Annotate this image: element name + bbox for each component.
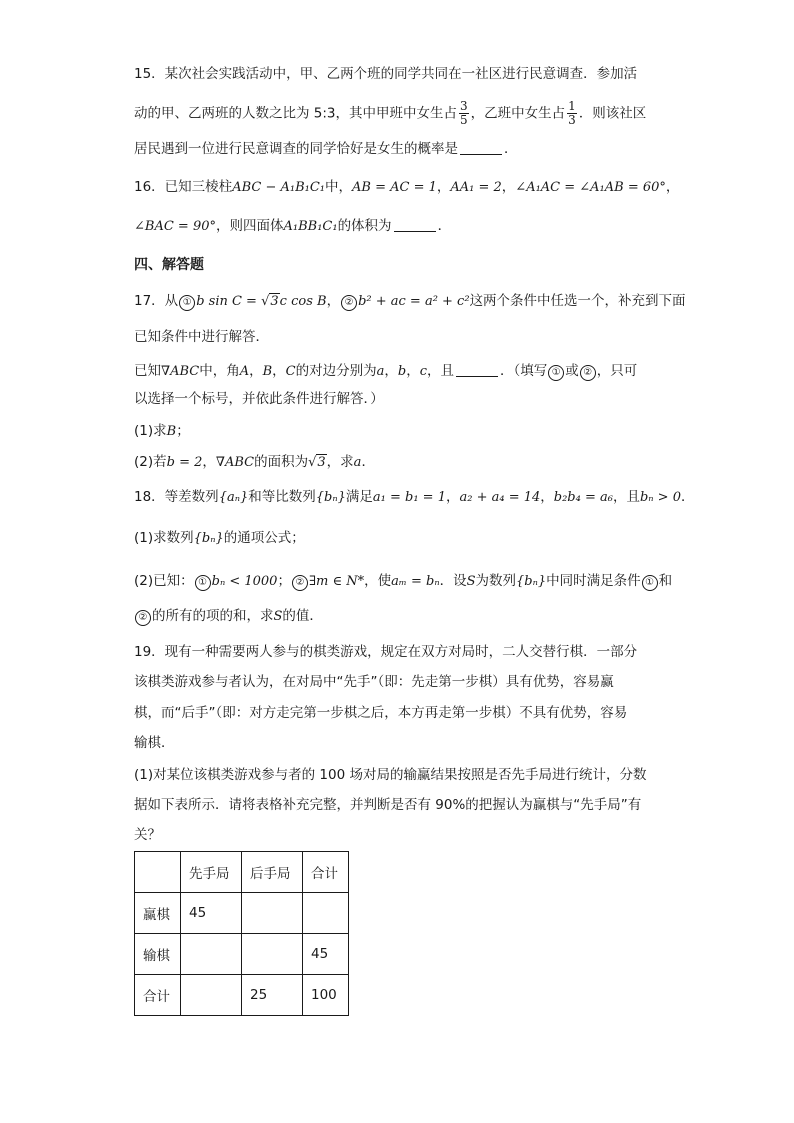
text: 和 (658, 573, 673, 589)
q18-line-4 (134, 606, 323, 627)
table-row-label: 赢棋 (135, 893, 181, 934)
text: ． (437, 218, 452, 234)
text: 已知条件中进行解答． (134, 329, 269, 345)
math: bₙ > 0 (639, 490, 681, 505)
table-cell (135, 852, 181, 893)
text: 已知 (134, 363, 161, 379)
math: AA₁ = 2 (450, 180, 502, 195)
text: 中， (325, 179, 352, 195)
text: ． (504, 141, 518, 157)
math-prism: ABC − A₁B₁C₁ (232, 180, 325, 195)
q15-line-2 (134, 100, 646, 127)
text: (2)已知： (134, 573, 194, 589)
text: ，求 (326, 454, 354, 470)
table-row (135, 934, 349, 975)
text: 的体积为 (337, 218, 392, 234)
math: b = 2 (166, 455, 203, 470)
circled-two-icon: ② (580, 365, 596, 381)
answer-blank[interactable] (460, 140, 502, 155)
math: aₘ = bₙ (391, 574, 440, 589)
q17-part-2 (134, 452, 375, 473)
math-tetrahedron: A₁BB₁C₁ (283, 219, 338, 234)
text: 中同时满足条件 (546, 573, 641, 589)
text: ．则该社区 (578, 105, 647, 122)
q18-line-1 (134, 487, 694, 508)
math: {aₙ} (218, 490, 249, 505)
text: 动的甲、乙两班的人数之比为 5:3，其中甲班中女生占 (134, 105, 458, 122)
math: B (166, 424, 177, 439)
section-heading: 四、解答题 (134, 257, 204, 273)
table-row-label: 输棋 (135, 934, 181, 975)
text: ， (406, 363, 420, 379)
math: a (353, 455, 362, 470)
text: ， (384, 363, 398, 379)
text: ，只可 (596, 363, 638, 379)
sqrt: √3 (308, 455, 326, 470)
text: 17．从 (134, 293, 179, 309)
math: a₁ = b₁ = 1 (372, 490, 446, 505)
math: {bₙ} (193, 531, 224, 546)
q19-line-3: 棋，而“后手”（即：对方走完第一步棋之后，本方再走第一步棋）不具有优势，容易 (134, 705, 628, 721)
text: 的值． (282, 608, 323, 624)
text: ． (680, 489, 695, 505)
sqrt: √3 (261, 294, 279, 309)
table-cell (242, 893, 303, 934)
text: ，使 (364, 573, 392, 589)
q17-line-3 (134, 361, 637, 382)
math: b (397, 364, 407, 379)
text: (1)求 (134, 423, 167, 439)
math: c (419, 364, 427, 379)
math: A (239, 364, 250, 379)
text: ， (436, 179, 451, 195)
math: bₙ < 1000 (211, 574, 278, 589)
circled-one-icon: ① (195, 575, 211, 591)
table-cell (181, 934, 242, 975)
q16-line-2 (134, 216, 451, 237)
circled-one-icon: ① (548, 365, 564, 381)
text: ， (665, 179, 680, 195)
math: S (466, 574, 476, 589)
table-header-cell: 先手局 (181, 852, 242, 893)
text: 这两个条件中任选一个，补充到下面 (469, 293, 686, 309)
text: 中，角 (199, 363, 240, 379)
q16-line-1 (134, 177, 679, 198)
table-row (135, 893, 349, 934)
table-header-row (135, 852, 349, 893)
answer-blank[interactable] (456, 362, 498, 377)
text: 居民遇到一位进行民意调查的同学恰好是女生的概率是 (134, 141, 458, 157)
math-triangle: ∇ABC (215, 455, 255, 470)
q17-line-1 (134, 291, 686, 312)
math: a (376, 364, 385, 379)
table-cell (303, 893, 349, 934)
q17-part-1 (134, 421, 190, 442)
text: 满足 (345, 489, 373, 505)
fraction-numerator: 1 (568, 99, 576, 113)
text: ，且 (427, 363, 454, 379)
math: b sin C = (196, 294, 262, 309)
q19-line-5: (1)对某位该棋类游戏参与者的 100 场对局的输赢结果按照是否先手局进行统计，分数 (134, 767, 647, 783)
math: C (285, 364, 296, 379)
text: (2)若 (134, 454, 167, 470)
circled-one-icon: ① (642, 575, 658, 591)
q19-line-2: 该棋类游戏参与者认为，在对局中“先手”（即：先走第一步棋）具有优势，容易赢 (134, 674, 614, 690)
text: ， (445, 489, 460, 505)
text: ．（填写 (500, 363, 548, 379)
text: ， (249, 363, 263, 379)
text: 15．某次社会实践活动中，甲、乙两个班的同学共同在一社区进行民意调查．参加活 (134, 66, 638, 82)
fraction-numerator: 3 (460, 99, 468, 113)
text: ．设 (439, 573, 467, 589)
math: c cos B (279, 294, 327, 309)
text: 的通项公式； (223, 530, 305, 546)
table-cell: 45 (303, 934, 349, 975)
text: ， (540, 489, 554, 505)
q18-part-1 (134, 528, 305, 549)
circled-two-icon: ② (292, 575, 308, 591)
table-header-cell: 后手局 (242, 852, 303, 893)
math: ∠A₁AC = ∠A₁AB = 60° (515, 180, 666, 195)
math: a₂ + a₄ = 14 (459, 490, 541, 505)
q19-line-7: 关？ (134, 827, 161, 843)
math: ∠BAC = 90° (134, 219, 216, 234)
q19-line-1: 19．现有一种需要两人参与的棋类游戏，规定在双方对局时，二人交替行棋．一部分 (134, 644, 638, 660)
text: 16．已知三棱柱 (134, 179, 233, 195)
text: 的面积为 (254, 454, 309, 470)
text: ． (361, 454, 375, 470)
text: 以选择一个标号，并依此条件进行解答．） (134, 391, 384, 407)
text: 的所有的项的和，求 (152, 608, 274, 624)
text: ， (501, 179, 516, 195)
table-cell (242, 934, 303, 975)
fraction-denominator: 5 (460, 113, 468, 127)
math: B (262, 364, 273, 379)
text: ， (272, 363, 286, 379)
text: ，乙班中女生占 (470, 105, 566, 122)
q15-line-1 (134, 64, 637, 84)
math: {bₙ} (315, 490, 346, 505)
circled-one-icon: ① (179, 295, 195, 311)
q18-part-2 (134, 571, 672, 592)
math: b₂b₄ = a₆ (553, 490, 613, 505)
text: (1)求数列 (134, 530, 194, 546)
table-cell: 25 (242, 975, 303, 1016)
text: 为数列 (475, 573, 517, 589)
circled-two-icon: ② (135, 610, 151, 626)
q17-line-2 (134, 327, 269, 347)
table-cell: 100 (303, 975, 349, 1016)
fraction-denominator: 3 (568, 113, 576, 127)
text: ， (326, 293, 341, 309)
table-cell: 45 (181, 893, 242, 934)
table-row (135, 975, 349, 1016)
sqrt-radicand: 3 (317, 455, 326, 470)
q19-line-6: 据如下表所示．请将表格补充完整，并判断是否有 90%的把握认为赢棋与“先手局”有 (134, 797, 642, 813)
q19-line-4: 输棋． (134, 735, 175, 751)
text: ； (277, 573, 291, 589)
math: S (273, 609, 283, 624)
math: b² + ac = a² + c² (358, 294, 470, 309)
math-triangle: ∇ABC (161, 364, 200, 379)
q15-line-3 (134, 139, 518, 159)
answer-blank[interactable] (394, 217, 436, 232)
text: 18．等差数列 (134, 489, 219, 505)
math: {bₙ} (516, 574, 547, 589)
circled-two-icon: ② (341, 295, 357, 311)
fraction-1-3 (567, 100, 577, 127)
text: ， (202, 454, 216, 470)
text: ，则四面体 (215, 218, 284, 234)
table-header-cell: 合计 (303, 852, 349, 893)
text: 和等比数列 (248, 489, 316, 505)
text: ，且 (612, 489, 640, 505)
sqrt-radicand: 3 (270, 294, 279, 309)
win-loss-table (134, 851, 349, 1016)
table-row-label: 合计 (135, 975, 181, 1016)
text: ； (176, 423, 190, 439)
q17-line-4 (134, 389, 384, 409)
text: 的对边分别为 (295, 363, 377, 379)
table-cell (181, 975, 242, 1016)
math: ∃m ∈ N* (308, 574, 365, 589)
math: AB = AC = 1 (352, 180, 437, 195)
text: 或 (565, 363, 579, 379)
fraction-3-5 (459, 100, 469, 127)
